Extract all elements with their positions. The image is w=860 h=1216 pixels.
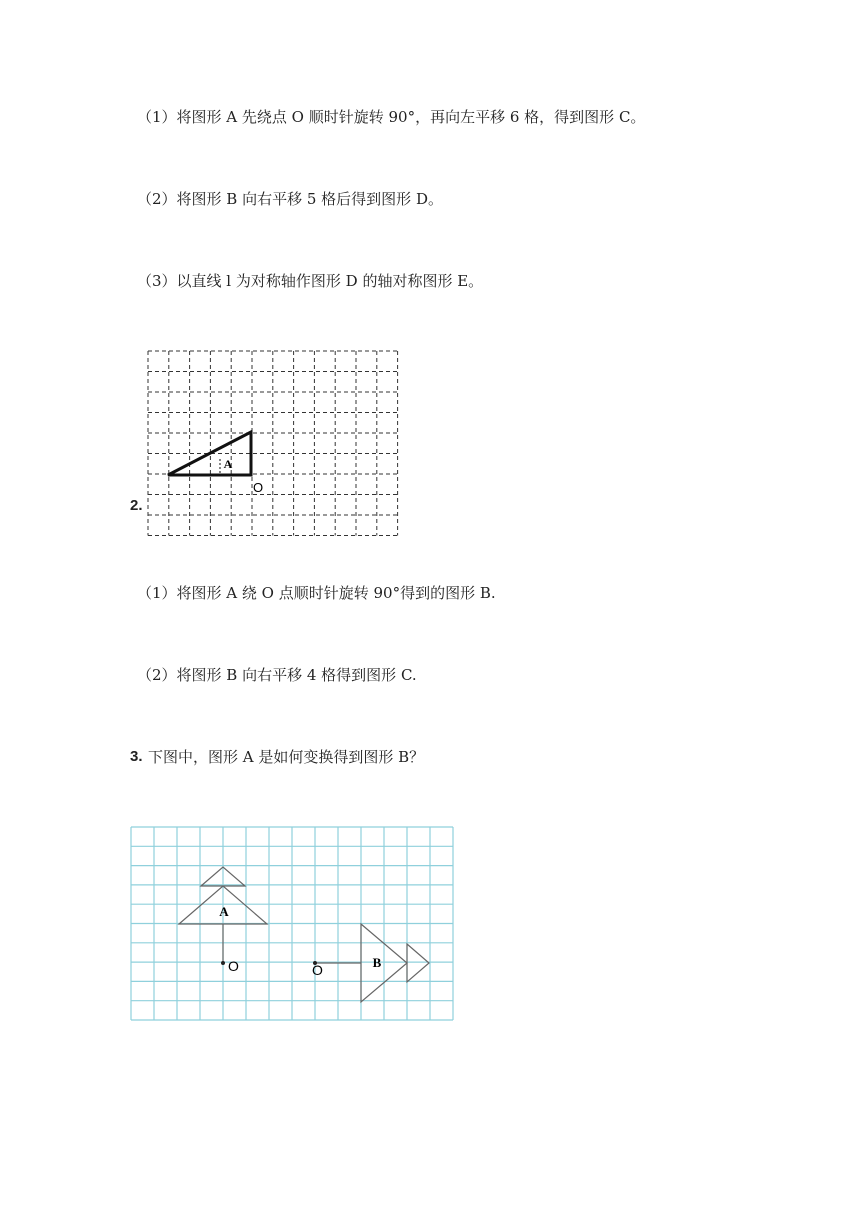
question-3-grid-figure — [131, 827, 453, 1021]
question-3-text: 下图中，图形 A 是如何变换得到图形 B？ — [148, 748, 425, 766]
figure-a-label: A — [219, 904, 229, 919]
question-2-number: 2. — [130, 497, 143, 514]
instruction-2-2: （2）将图形 B 向右平移 4 格得到图形 C. — [137, 666, 417, 684]
triangle-a-label: A — [223, 457, 233, 471]
instruction-1-1: （1）将图形 A 先绕点 O 顺时针旋转 90°，再向左平移 6 格，得到图形 C。 — [137, 108, 646, 126]
point-o-label: O — [253, 480, 264, 495]
triangle-a-shape — [168, 432, 251, 475]
question-2-grid-figure — [148, 351, 400, 537]
instruction-1-3: （3）以直线 l 为对称轴作图形 D 的轴对称图形 E。 — [137, 272, 484, 290]
instruction-1-2: （2）将图形 B 向右平移 5 格后得到图形 D。 — [137, 190, 443, 208]
point-o-a-label: O — [228, 958, 239, 974]
instruction-2-1: （1）将图形 A 绕 O 点顺时针旋转 90°得到的图形 B. — [137, 584, 496, 602]
point-o-a — [221, 961, 225, 965]
point-o-b-label: O — [312, 962, 323, 978]
question-3-number: 3. — [130, 748, 143, 765]
figure-b-label: B — [372, 955, 382, 970]
